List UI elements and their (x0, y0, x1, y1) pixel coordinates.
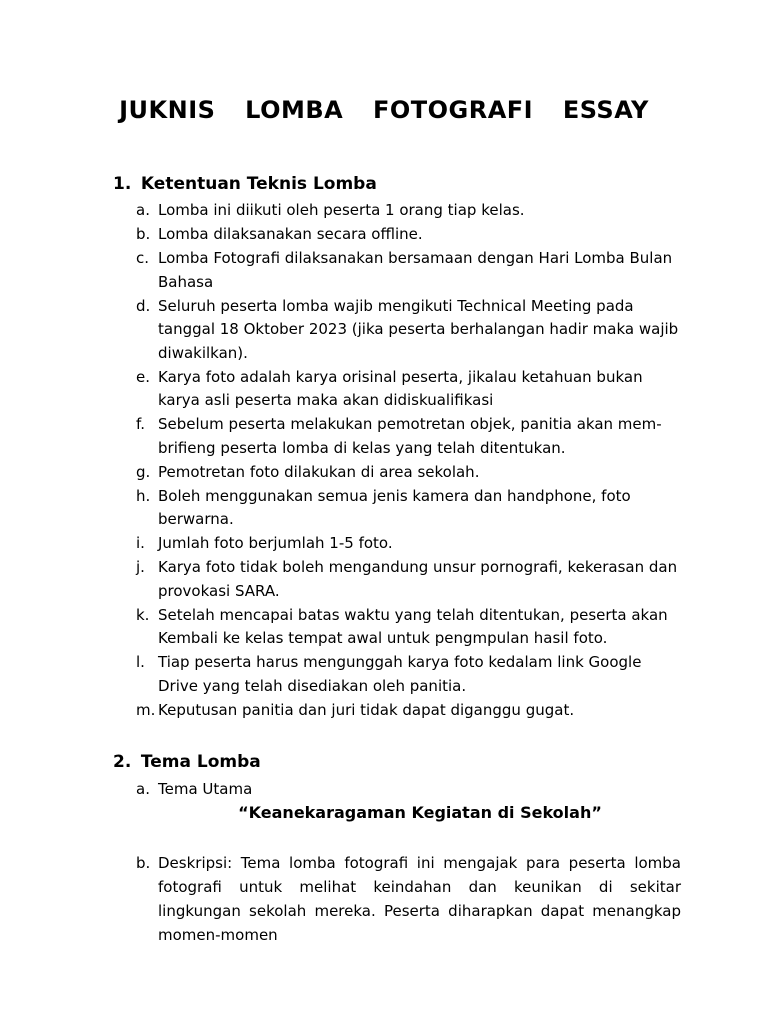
section-1-heading (113, 174, 377, 194)
list-item: l. Tiap peserta harus mengunggah karya foto kedalam link Google Drive yang telah disediakan oleh panitia. (136, 653, 642, 695)
section-1-number: 1. (113, 174, 132, 194)
list-item: b. Lomba dilaksanakan secara offline. (136, 225, 423, 243)
technical-rules-list (136, 199, 681, 723)
list-item: m. Keputusan panitia dan juri tidak dapat diganggu gugat. (136, 700, 575, 719)
section-2-heading (113, 752, 261, 772)
theme-quote: “Keanekaragaman Kegiatan di Sekolah” (238, 803, 602, 822)
list-item: c. Lomba Fotografi dilaksanakan bersamaan dengan Hari Lomba Bulan Bahasa (136, 249, 673, 291)
section-2-number: 2. (113, 752, 132, 772)
list-item: e. Karya foto adalah karya orisinal peserta, jikalau ketahuan bukan karya asli peserta maka akan didiskualifikasi (136, 367, 643, 409)
section-2-title: Tema Lomba (140, 752, 261, 772)
theme-list (136, 778, 681, 802)
description-text: Deskripsi: Tema lomba fotografi ini mengajak para peserta lomba fotografi untuk melihat keindahan dan keunikan di sekitar lingkungan sekolah mereka. Peserta diharapkan dapat menangkap momen-momen (158, 854, 681, 944)
theme-description (136, 851, 681, 947)
list-item: d. Seluruh peserta lomba wajib mengikuti Technical Meeting pada tanggal 18 Oktober 2023 (jika peserta berhalangan hadir maka wajib diwakilkan). (136, 296, 679, 362)
list-item: i. Jumlah foto berjumlah 1-5 foto. (136, 534, 393, 552)
list-item: h. Boleh menggunakan semua jenis kamera dan handphone, foto berwarna. (136, 486, 631, 528)
list-item: g. Pemotretan foto dilakukan di area sekolah. (136, 462, 480, 481)
list-item: a. Lomba ini diikuti oleh peserta 1 orang tiap kelas. (136, 201, 525, 219)
section-1-title: Ketentuan Teknis Lomba (140, 174, 377, 194)
list-item: a. Tema Utama (136, 780, 253, 798)
list-item: j. Karya foto tidak boleh mengandung unsur pornografi, kekerasan dan provokasi SARA. (136, 558, 678, 600)
document-title: JUKNIS LOMBA FOTOGRAFI ESSAY (119, 96, 649, 124)
list-item: f. Sebelum peserta melakukan pemotretan objek, panitia akan mem-brifieng peserta lomba di kelas yang telah ditentukan. (136, 415, 662, 457)
description-marker: b. (136, 854, 151, 872)
list-item: k. Setelah mencapai batas waktu yang telah ditentukan, peserta akan Kembali ke kelas tempat awal untuk pengmpulan hasil foto. (136, 605, 668, 647)
